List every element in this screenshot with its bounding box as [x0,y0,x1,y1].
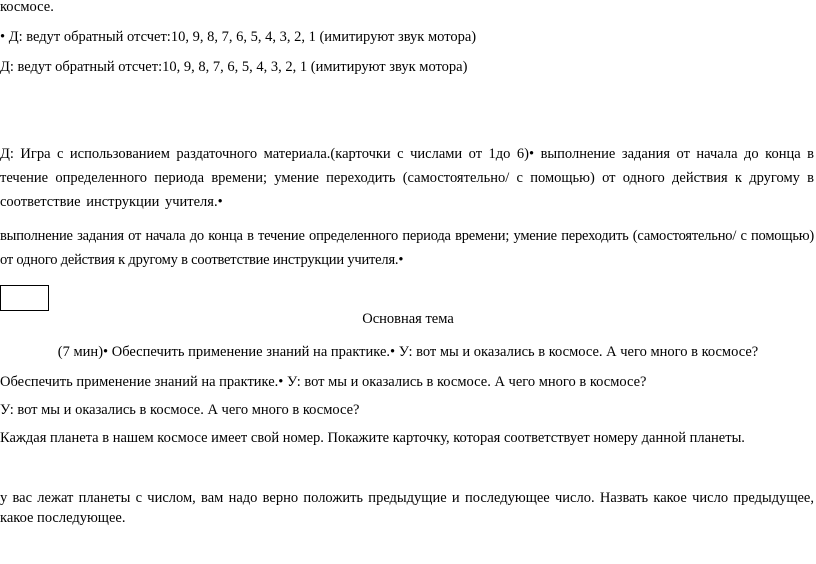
empty-box [0,285,49,311]
paragraph-game: Д: Игра с использованием раздаточного материала.(карточки с числами от 1до 6)• выполнение задания от начала до конца в течение определенного периода времени; умение переходить (самостоятельно/ с помощью) от одного действия к другому в соответствие инструкции учителя.• [0,146,814,210]
text-line: • Д: ведут обратный отсчет:10, 9, 8, 7, 6, 5, 4, 3, 2, 1 (имитируют звук мотора) [0,29,477,45]
text-line: (7 мин)• Обеспечить применение знаний на практике.• У: вот мы и оказались в космосе. А чего много в космосе? [57,344,759,360]
text-line: Д: ведут обратный отсчет:10, 9, 8, 7, 6, 5, 4, 3, 2, 1 (имитируют звук мотора) [0,59,468,75]
text-line: У: вот мы и оказались в космосе. А чего много в космосе? [0,402,360,418]
text-line: космосе. [0,0,54,15]
paragraph-last: у вас лежат планеты с числом, вам надо верно положить предыдущие и последующее число. Назвать какое число предыдущее, какое последующее. [0,490,814,526]
text-line: Каждая планета в нашем космосе имеет свой номер. Покажите карточку, которая соответствует номеру данной планеты. [0,430,745,446]
section-heading: Основная тема [362,311,454,327]
text-line: Обеспечить применение знаний на практике.• У: вот мы и оказались в космосе. А чего много в космосе? [0,374,647,390]
paragraph-task: выполнение задания от начала до конца в течение определенного периода времени; умение переходить (самостоятельно/ с помощью) от одного действия к другому в соответствие инструкции учителя.• [0,228,814,268]
